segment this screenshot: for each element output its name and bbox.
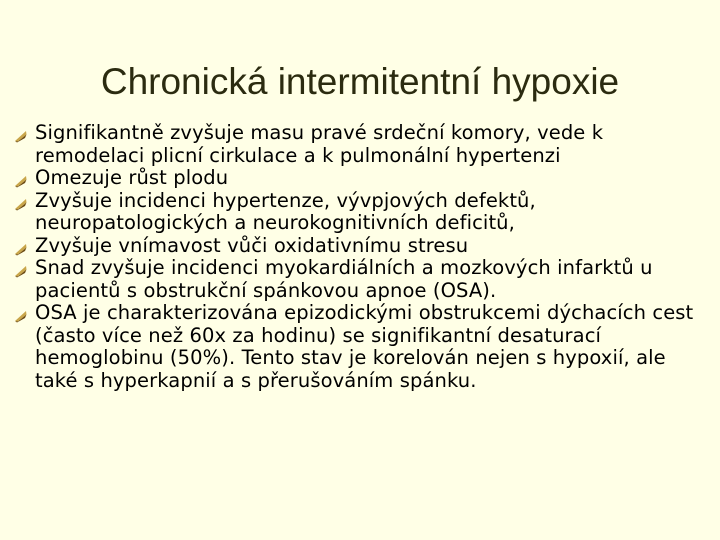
bullet-item bbox=[14, 122, 704, 167]
leaf-bullet-icon bbox=[14, 197, 28, 211]
slide-title: Chronická intermitentní hypoxie bbox=[100, 61, 620, 102]
bullet-text: Snad zvyšuje incidenci myokardiálních a mozkových infarktů u pacientů s obstrukční spánkovou apnoe (OSA). bbox=[35, 256, 653, 302]
leaf-bullet-icon bbox=[14, 174, 28, 188]
bullet-text: Omezuje růst plodu bbox=[35, 166, 229, 189]
bullet-text: Zvyšuje incidenci hypertenze, vývpjových defektů, neuropatologických a neurokognitivních deficitů, bbox=[35, 188, 536, 234]
leaf-bullet-icon bbox=[14, 129, 28, 143]
bullet-list bbox=[14, 122, 704, 392]
leaf-bullet-icon bbox=[14, 242, 28, 256]
bullet-item bbox=[14, 190, 704, 235]
bullet-item bbox=[14, 235, 704, 258]
bullet-text: OSA je charakterizována epizodickými obstrukcemi dýchacích cest (často více než 60x za hodinu) se signifikantní desaturací hemoglobinu (50%). Tento stav je korelován nejen s hypoxií, ale také s hyperkapnií a s přerušováním spánku. bbox=[35, 301, 694, 392]
bullet-item bbox=[14, 167, 704, 190]
bullet-text: Signifikantně zvyšuje masu pravé srdeční komory, vede k remodelaci plicní cirkulace a k pulmonální hypertenzi bbox=[35, 121, 604, 167]
bullet-item bbox=[14, 257, 704, 302]
bullet-item bbox=[14, 302, 704, 392]
bullet-text: Zvyšuje vnímavost vůči oxidativnímu stresu bbox=[35, 233, 469, 257]
leaf-bullet-icon bbox=[14, 309, 28, 323]
leaf-bullet-icon bbox=[14, 264, 28, 278]
